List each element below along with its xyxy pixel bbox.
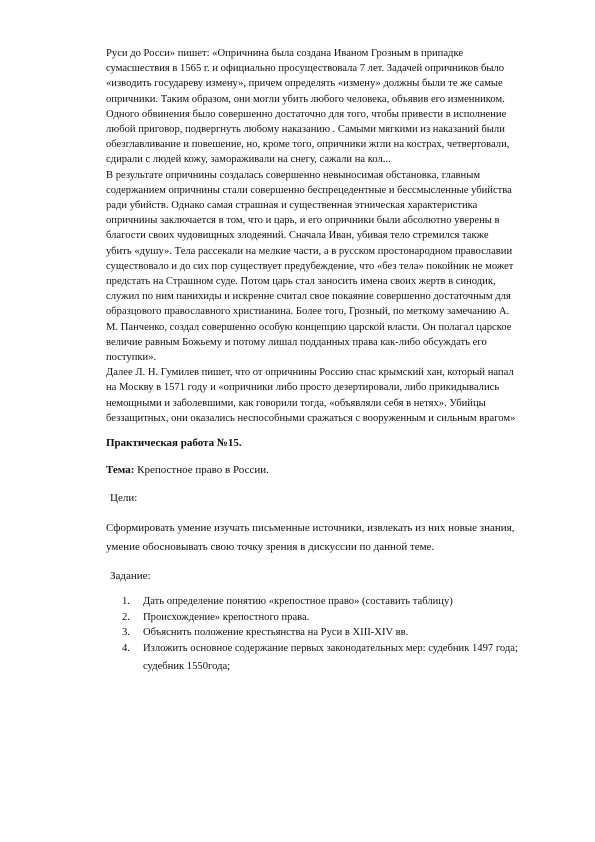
goal-text-block <box>106 519 556 556</box>
task-number: 2. <box>122 611 130 623</box>
intro-line: опричнины заключается в том, что и царь, и его опричники были абсолютно уверены в <box>106 215 500 227</box>
intro-line: немощными и заболевшими, как говорили тогда, «объявляли себя в нетях». Убийцы <box>106 397 486 409</box>
intro-line: благости своих чудовищных злодеяний. Сначала Иван, убивая тело стремился также <box>106 230 489 242</box>
goals-label: Цели: <box>110 492 138 504</box>
intro-line: опричники. Таким образом, они могли убить любого человека, объявив его изменником. <box>106 93 505 105</box>
intro-line: сумасшествия в 1565 г. и официально просуществовала 7 лет. Задачей опричников было <box>106 63 505 75</box>
task-text: Происхождение» крепостного права. <box>143 611 310 623</box>
intro-line: предстать на Страшном суде. Потом царь стал заносить имена своих жертв в синодик, <box>106 276 496 288</box>
theme-label: Тема: <box>106 464 135 476</box>
intro-line: Одного обвинения было совершенно достаточно для того, чтобы привести в исполнение <box>106 108 507 120</box>
task-text: Объяснить положение крестьянства на Руси в XIII-XIV вв. <box>143 627 409 639</box>
goal-line-1: Сформировать умение изучать письменные источники, извлекать из них новые знания, <box>106 522 515 534</box>
practical-work-heading: Практическая работа №15. <box>106 437 242 449</box>
task-text: Дать определение понятию «крепостное право» (составить таблицу) <box>143 596 453 607</box>
intro-line: поступки». <box>106 352 157 364</box>
task-list <box>122 594 567 677</box>
intro-line: беззащитных, они оказались неспособными сражаться с вооруженным и сильным врагом» <box>106 412 516 424</box>
task-label: Задание: <box>110 570 151 582</box>
intro-line: Руси до Росси» пишет: «Опричнина была создана Иваном Грозным в припадке <box>106 48 464 59</box>
task-text: Изложить основное содержание первых законодательных мер: судебник 1497 года; <box>143 643 518 655</box>
intro-line: Далее Л. Н. Гумилев пишет, что от опричнины Россию спас крымский хан, который напал <box>106 367 514 379</box>
intro-line: величие равным Божьему и потому лишал подданных права как-либо обсуждать его <box>106 336 487 348</box>
intro-line: «изводить государеву измену», причем определять «измену» должны были те же самые <box>106 78 503 90</box>
task-item <box>122 641 567 677</box>
intro-line: содержанием опричнины стали совершенно беспрецедентные и бессмысленные убийства <box>106 184 512 196</box>
task-item <box>122 610 567 626</box>
task-number: 4. <box>122 643 130 655</box>
goal-line-2: умение обосновывать свою точку зрения в дискуссии по данной теме. <box>106 540 435 553</box>
task-item <box>122 625 567 641</box>
intro-line: сдирали с людей кожу, замораживали на снегу, сажали на кол... <box>106 154 391 166</box>
intro-line: любой приговор, подвергнуть любому наказанию . Самыми мягкими из наказаний были <box>106 124 505 136</box>
intro-line: существовало и до сих пор существует предубеждение, что «без тела» покойник не может <box>106 260 514 272</box>
intro-line: обезглавливание и повешение, но, кроме того, опричники жгли на кострах, четвертовали, <box>106 139 510 151</box>
intro-line: ради убийств. Однако самая страшная и существенная этническая характеристика <box>106 200 478 212</box>
task-number: 1. <box>122 596 130 607</box>
task-number: 3. <box>122 627 130 639</box>
theme-line <box>106 464 269 476</box>
intro-line: убить «душу». Тела рассекали на мелкие части, а в русском простонародном православии <box>106 245 513 257</box>
intro-line: образцового православного христианина. Более того, Грозный, по меткому замечанию А. <box>106 306 510 318</box>
intro-text-block <box>106 46 546 426</box>
intro-line: В результате опричнины создалась совершенно невыносимая обстановка, главным <box>106 169 481 181</box>
task-text-continuation: судебник 1550года; <box>143 660 231 672</box>
intro-line: служил по ним панихиды и искренне считал свое покаяние совершенно достаточным для <box>106 291 511 303</box>
intro-line: М. Панченко, создал совершенно особую концепцию царской власти. Он полагал царское <box>106 321 512 333</box>
intro-line: на Москву в 1571 году и «опричники либо просто дезертировали, либо прикидывались <box>106 382 500 394</box>
theme-value: Крепостное право в России. <box>134 464 269 476</box>
task-item <box>122 594 567 610</box>
